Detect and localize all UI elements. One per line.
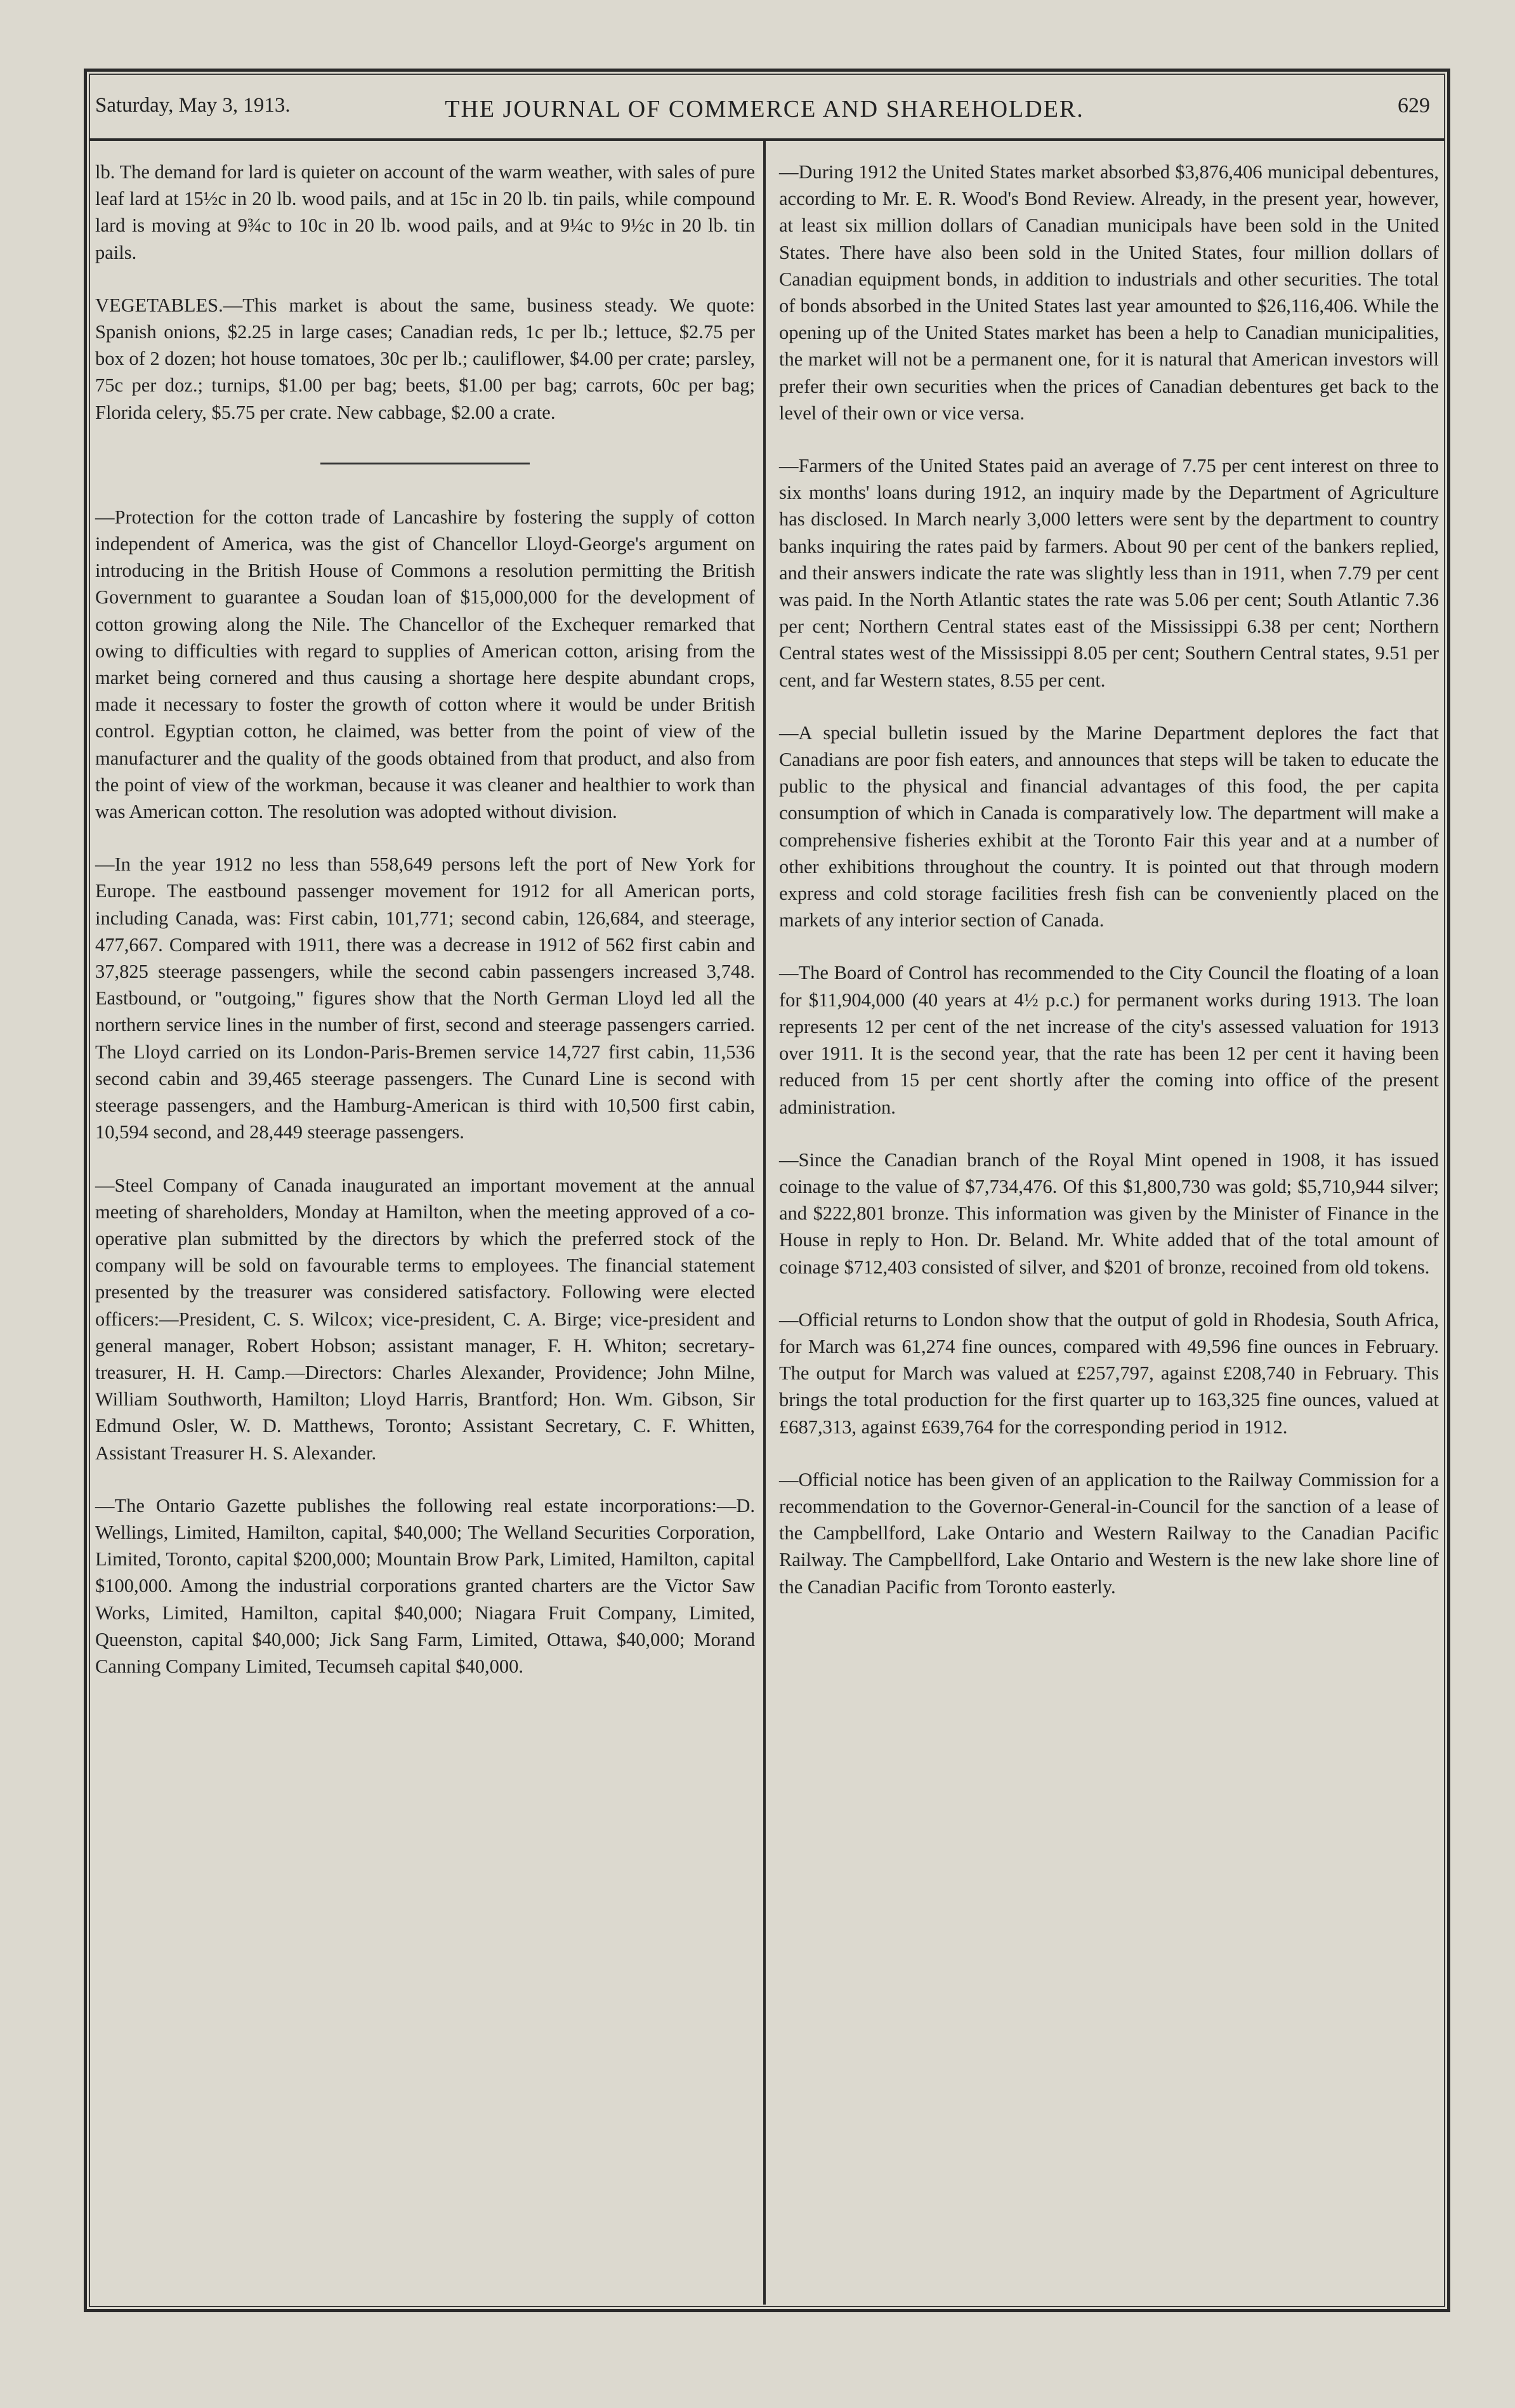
header-page-number: 629 [1398,94,1430,117]
article-lard-market: lb. The demand for lard is quieter on account of the warm weather, with sales of pure leaf lard at 15½c in 20 lb. wood pails, and at 15c in 20 lb. tin pails, while compound lard is moving at 9¾c to 10c in 20 lb. wood pails, and at 9¼c to 9½c in 20 lb. tin pails. [95,161,755,263]
article-steel-company-canada: —Steel Company of Canada inaugurated an important movement at the annual meeting of shareholders, Monday at Hamilton, when the meeting approved of a co-operative plan submitted by the directors by which the preferred stock of the company will be sold on favourable terms to employees. The financial statement presented by the treasurer was considered satisfactory. Following were elected officers:—President, C. S. Wilcox; vice-president, C. A. Birge; vice-president and general manager, Robert Hobson; assistant manager, F. H. Whiton; secretary-treasurer, H. H. Camp.—Directors: Charles Alexander, Providence; John Milne, William Southworth, Hamilton; Lloyd Harris, Brantford; Hon. Wm. Gibson, Sir Edmund Osler, W. D. Matthews, Toronto; Assistant Secretary, C. F. Whitten, Assistant Treasurer H. S. Alexander. [95,1174,755,1464]
article-new-york-passengers: —In the year 1912 no less than 558,649 persons left the port of New York for Europe. The eastbound passenger movement for 1912 for all American ports, including Canada, was: First cabin, 101,771; second cabin, 126,684, and steerage, 477,667. Compared with 1911, there was a decrease in 1912 of 562 first cabin and 37,825 steerage passengers, while the second cabin passengers increased 3,748. Eastbound, or "outgoing," figures show that the North German Lloyd led all the northern service lines in the number of first, second and steerage passengers carried. The Lloyd carried on its London-Paris-Bremen service 14,727 first cabin, 11,536 second cabin and 39,465 steerage passengers. The Cunard Line is second with steerage passengers, and the Hamburg-American is third with 10,500 first cabin, 10,594 second, and 28,449 steerage passengers. [95,853,755,1143]
left-column [95,159,755,1706]
header-rule [89,138,1445,141]
header-title: THE JOURNAL OF COMMERCE AND SHAREHOLDER. [445,96,1084,122]
page-header [95,89,1434,140]
article-ontario-gazette: —The Ontario Gazette publishes the following real estate incorporations:—D. Wellings, Limited, Hamilton, capital, $40,000; The Welland Securities Corporation, Limited, Toronto, capital $200,000; Mountain Brow Park, Limited, Hamilton, capital $100,000. Among the industrial corporations granted charters are the Victor Saw Works, Limited, Hamilton, capital $40,000; Niagara Fruit Company, Limited, Queenston, capital $40,000; Jick Sang Farm, Limited, Ottawa, $40,000; Morand Canning Company Limited, Tecumseh capital $40,000. [95,1494,755,1677]
column-rule [763,141,766,2305]
article-board-of-control-loan: —The Board of Control has recommended to the City Council the floating of a loan for $11,904,000 (40 years at 4½ p.c.) for permanent works during 1913. The loan represents 12 per cent of the net increase of the city's assessed valuation for 1913 over 1911. It is the second year, that the rate has been 12 per cent it having been reduced from 15 per cent shortly after the coming into office of the present administration. [779,962,1439,1118]
article-railway-lease: —Official notice has been given of an application to the Railway Commission for a recommendation to the Governor-General-in-Council for the sanction of a lease of the Campbellford, Lake Ontario and Western Railway to the Canadian Pacific Railway. The Campbellford, Lake Ontario and Western is the new lake shore line of the Canadian Pacific from Toronto easterly. [779,1468,1439,1598]
section-divider [320,463,530,464]
article-lancashire-cotton: —Protection for the cotton trade of Lancashire by fostering the supply of cotton independent of America, was the gist of Chancellor Lloyd-George's argument on introducing in the British House of Commons a resolution permitting the British Government to guarantee a Soudan loan of $15,000,000 for the development of cotton growing along the Nile. The Chancellor of the Exchequer remarked that owing to difficulties with regard to supplies of American cotton, arising from the market being cornered and thus causing a shortage here despite abundant crops, made it necessary to foster the growth of cotton where it would be under British control. Egyptian cotton, he claimed, was better from the point of view of the manufacturer and the quality of the goods obtained from that product, and also from the point of view of the workman, because it was cleaner and healthier to work than was American cotton. The resolution was adopted without division. [95,506,755,823]
article-vegetables-market: VEGETABLES.—This market is about the same, business steady. We quote: Spanish onions, $2.25 in large cases; Canadian reds, 1c per lb.; lettuce, $2.75 per box of 2 dozen; hot house tomatoes, 30c per lb.; cauliflower, $4.00 per crate; parsley, 75c per doz.; turnips, $1.00 per bag; beets, $1.00 per bag; carrots, 60c per bag; Florida celery, $5.75 per crate. New cabbage, $2.00 a crate. [95,294,755,423]
article-us-municipal-debentures: —During 1912 the United States market absorbed $3,876,406 municipal debentures, according to Mr. E. R. Wood's Bond Review. Already, in the present year, however, at least six million dollars of Canadian municipals have been sold in the United States. There have also been sold in the United States, four million dollars of Canadian equipment bonds, in addition to industrials and other securities. The total of bonds absorbed in the United States last year amounted to $26,116,406. While the opening up of the United States market has been a help to Canadian municipalities, the market will not be a permanent one, for it is natural that American investors will prefer their own securities when the prices of Canadian debentures get back to the level of their own or vice versa. [779,161,1439,424]
right-column [779,159,1439,1626]
article-marine-fish-bulletin: —A special bulletin issued by the Marine Department deplores the fact that Canadians are poor fish eaters, and announces that steps will be taken to educate the public to the physical and financial advantages of this food, the per capita consumption of which in Canada is comparatively low. The department will make a comprehensive fisheries exhibit at the Toronto Fair this year and at a number of other exhibitions throughout the country. It is pointed out that through modern express and cold storage facilities fresh fish can be conveniently placed on the markets of any interior section of Canada. [779,721,1439,931]
header-date: Saturday, May 3, 1913. [95,94,291,117]
article-royal-mint: —Since the Canadian branch of the Royal Mint opened in 1908, it has issued coinage to the value of $7,734,476. Of this $1,800,730 was gold; $5,710,944 silver; and $222,801 bronze. This information was given by the Minister of Finance in the House in reply to Hon. Dr. Beland. Mr. White added that of the total amount of coinage $712,403 consisted of silver, and $201 of bronze, recoined from old tokens. [779,1148,1439,1278]
article-rhodesia-gold: —Official returns to London show that the output of gold in Rhodesia, South Africa, for March was 61,274 fine ounces, compared with 49,596 fine ounces in February. The output for March was valued at £257,797, against £208,740 in February. This brings the total production for the first quarter up to 163,325 fine ounces, valued at £687,313, against £639,764 for the corresponding period in 1912. [779,1308,1439,1438]
article-us-farm-loans: —Farmers of the United States paid an average of 7.75 per cent interest on three to six months' loans during 1912, an inquiry made by the Department of Agriculture has disclosed. In March nearly 3,000 letters were sent by the department to country banks inquiring the rates paid by farmers. About 90 per cent of the bankers replied, and their answers indicate the rate was slightly less than in 1911, when 7.79 per cent was paid. In the North Atlantic states the rate was 5.06 per cent; South Atlantic 7.36 per cent; Northern Central states east of the Mississippi 6.38 per cent; Northern Central states west of the Mississippi 8.05 per cent; Southern Central states, 9.51 per cent, and far Western states, 8.55 per cent. [779,455,1439,691]
